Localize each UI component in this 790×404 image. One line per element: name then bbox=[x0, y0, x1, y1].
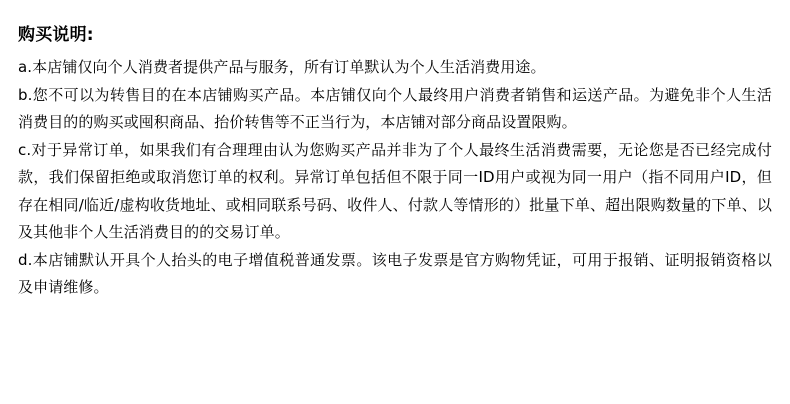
paragraph-a: a.本店铺仅向个人消费者提供产品与服务，所有订单默认为个人生活消费用途。 bbox=[18, 58, 546, 76]
page-title: 购买说明: bbox=[18, 25, 94, 45]
paragraph-d: d.本店铺默认开具个人抬头的电子增值税普通发票。该电子发票是官方购物凭证，可用于报销、证明报销资格以及申请维修。 bbox=[18, 250, 772, 296]
paragraph-c: c.对于异常订单，如果我们有合理理由认为您购买产品并非为了个人最终生活消费需要，无论您是否已经完成付款，我们保留拒绝或取消您订单的权利。异常订单包括但不限于同一ID用户或视为同一用户（指不同用户ID，但存在相同/临近/虚构收货地址、或相同联系号码、收件人、付款人等情形的）批量下单、超出限购数量的下单、以及其他非个人生活消费目的的交易订单。 bbox=[18, 140, 772, 241]
paragraph-b: b.您不可以为转售目的在本店铺购买产品。本店铺仅向个人最终用户消费者销售和运送产品。为避免非个人生活消费目的的购买或囤积商品、抬价转售等不正当行为，本店铺对部分商品设置限购。 bbox=[18, 85, 772, 131]
